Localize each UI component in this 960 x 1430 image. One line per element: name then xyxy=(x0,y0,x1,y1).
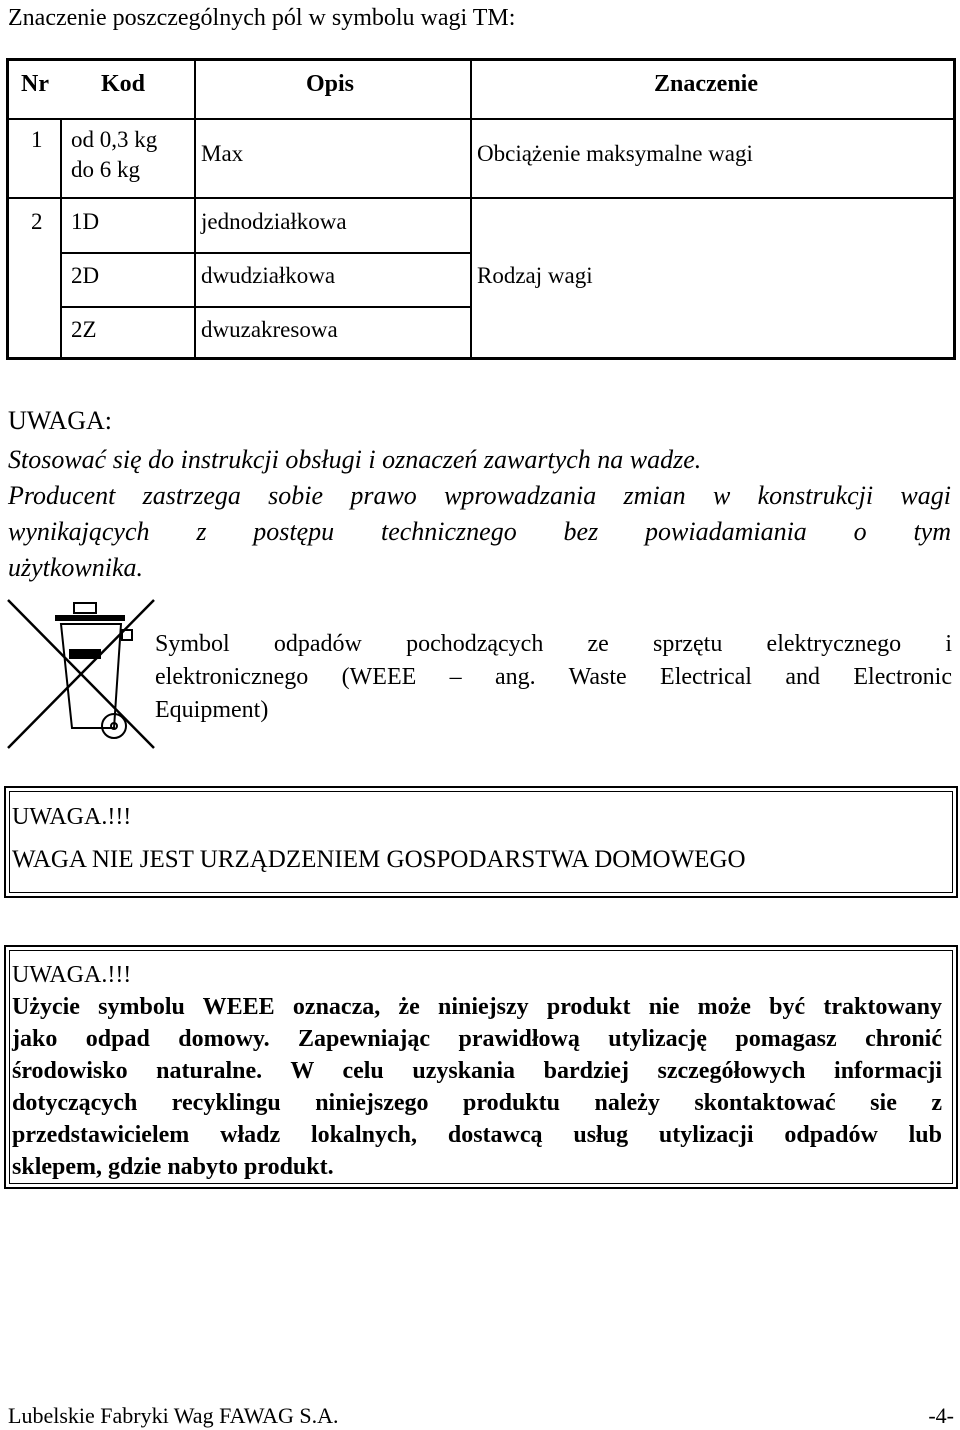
note-title: UWAGA: xyxy=(8,406,112,435)
household-warning-box xyxy=(4,786,958,898)
row2-znaczenie: Rodzaj wagi xyxy=(477,263,593,288)
row1-kod-line1: od 0,3 kg xyxy=(71,127,158,152)
row2-kod-1d: 1D xyxy=(71,209,100,234)
header-kod: Kod xyxy=(101,71,146,97)
header-znaczenie: Znaczenie xyxy=(654,71,758,97)
header-opis: Opis xyxy=(306,71,355,97)
weee-description xyxy=(155,628,952,727)
warning2-line: dotyczących recyklingu niniejszego produktu należy skontaktować sie z xyxy=(12,1090,942,1116)
row1-znaczenie: Obciążenie maksymalne wagi xyxy=(477,141,753,166)
row2-opis-1d: jednodziałkowa xyxy=(201,209,347,234)
symbol-fields-table xyxy=(6,58,956,360)
footer-company: Lubelskie Fabryki Wag FAWAG S.A. xyxy=(8,1403,339,1428)
warning1-text: WAGA NIE JEST URZĄDZENIEM GOSPODARSTWA DOMOWEGO xyxy=(12,846,746,873)
footer-page-number: -4- xyxy=(928,1403,954,1428)
header-nr: Nr xyxy=(21,71,49,97)
row2-opis-2d: dwudziałkowa xyxy=(201,263,336,288)
warning2-body xyxy=(12,991,942,1183)
warning2-title: UWAGA.!!! xyxy=(12,962,132,988)
note-line-3: wynikających z postępu technicznego bez powiadamiania o tym xyxy=(8,517,951,546)
row2-nr: 2 xyxy=(31,209,43,234)
row1-kod-line2: do 6 kg xyxy=(71,157,140,182)
row1-nr: 1 xyxy=(31,127,43,152)
note-line-1: Stosować się do instrukcji obsługi i oznaczeń zawartych na wadze. xyxy=(8,445,702,474)
warning2-line: przedstawicielem władz lokalnych, dostawcą usług utylizacji odpadów lub xyxy=(12,1122,942,1148)
row1-opis: Max xyxy=(201,141,244,166)
warning2-line: środowisko naturalne. W celu uzyskania bardziej szczegółowych informacji xyxy=(12,1058,942,1084)
row2-kod-2d: 2D xyxy=(71,263,100,288)
note-line-4: użytkownika. xyxy=(8,553,144,582)
weee-warning-box xyxy=(4,945,958,1189)
warning2-line: jako odpad domowy. Zapewniając prawidłową utylizację pomagasz chronić xyxy=(12,1026,942,1052)
weee-line-1: Symbol odpadów pochodzących ze sprzętu elektrycznego i xyxy=(155,631,952,657)
row2-kod-2z: 2Z xyxy=(71,317,97,342)
page-heading: Znaczenie poszczególnych pól w symbolu wagi TM: xyxy=(8,5,516,31)
weee-line-2: elektronicznego (WEEE – ang. Waste Electrical and Electronic xyxy=(155,664,952,690)
row2-opis-2z: dwuzakresowa xyxy=(201,317,338,342)
crossed-out-wheelie-bin-icon xyxy=(6,598,156,750)
note-line-2: Producent zastrzega sobie prawo wprowadzania zmian w konstrukcji wagi xyxy=(8,481,951,510)
weee-line-3: Equipment) xyxy=(155,697,269,723)
warning2-line: Użycie symbolu WEEE oznacza, że niniejszy produkt nie może być traktowany xyxy=(12,994,942,1020)
warning2-line: sklepem, gdzie nabyto produkt. xyxy=(12,1154,334,1180)
warning1-title: UWAGA.!!! xyxy=(12,804,132,830)
